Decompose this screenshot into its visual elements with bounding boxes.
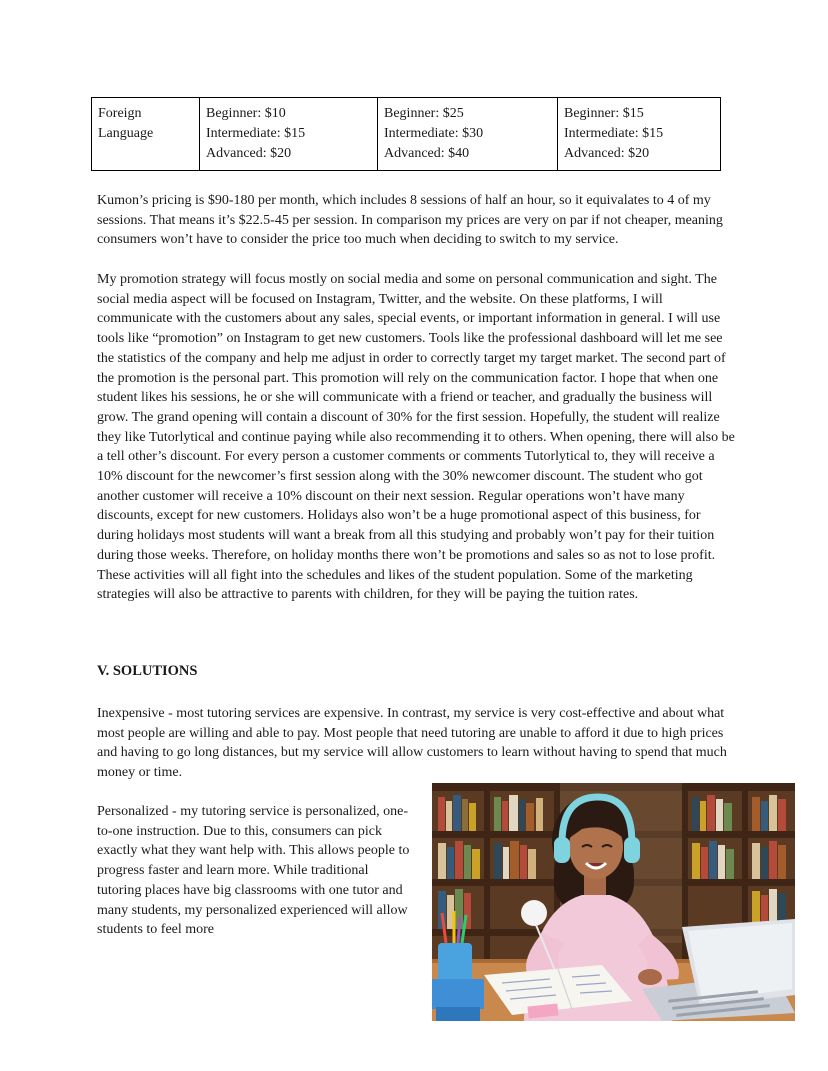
student-illustration bbox=[432, 783, 795, 1021]
personalized-paragraph: Personalized - my tutoring service is personalized, one-to-one instruction. Due to this, consumers can pick exactly what they want help with. This allows people to progress faster and learn more. While traditional tutoring places have big classrooms with one tutor and many students, my personalized experienced will allow students to feel more bbox=[97, 804, 410, 938]
cell-text: Intermediate: $30 bbox=[384, 126, 484, 141]
cell-text: Advanced: $20 bbox=[564, 146, 650, 161]
table-row bbox=[92, 98, 721, 171]
table-cell-price bbox=[378, 98, 558, 171]
cell-text: Beginner: $25 bbox=[384, 106, 464, 121]
table-cell-price bbox=[558, 98, 721, 171]
cell-text: Beginner: $10 bbox=[206, 106, 286, 121]
cell-text: Beginner: $15 bbox=[564, 106, 644, 121]
cell-text: Intermediate: $15 bbox=[564, 126, 664, 141]
cell-text: Advanced: $40 bbox=[384, 146, 470, 161]
cell-text: Intermediate: $15 bbox=[206, 126, 306, 141]
inexpensive-paragraph: Inexpensive - most tutoring services are expensive. In contrast, my service is very cost-effective and about what most people are willing and able to pay. Most people that need tutoring are unable to afford it due to high prices and having to go long distances, but my service will allow customers to learn without having to spend that much money or time. bbox=[97, 706, 727, 781]
pricing-table bbox=[91, 97, 721, 171]
student-laptop-photo bbox=[432, 783, 795, 1021]
table-cell-price bbox=[200, 98, 378, 171]
kumon-pricing-paragraph: Kumon’s pricing is $90-180 per month, which includes 8 sessions of half an hour, so it equivalates to 4 of my sessions. That means it’s $22.5-45 per session. In comparison my prices are very on par if not cheaper, meaning consumers won’t have to consider the price too much when deciding to switch to my service. bbox=[97, 193, 723, 248]
solutions-heading: V. SOLUTIONS bbox=[97, 663, 198, 679]
promotion-strategy-paragraph: My promotion strategy will focus mostly on social media and some on personal communication and sight. The social media aspect will be focused on Instagram, Twitter, and the website. On these platforms, I will communicate with the customers about any sales, special events, or important information in general. I will use tools like “promotion” on Instagram to get new customers. Tools like the professional dashboard will let me see the statistics of the company and help me adjust in order to correctly target my target market. The second part of the promotion is the personal part. This promotion will rely on the communication factor. I hope that when one student likes his sessions, he or she will communicate with a friend or teacher, and gradually the business will grow. The grand opening will contain a discount of 30% for the first session. Hopefully, the student will realize they like Tutorlytical and continue paying while also recommending it to others. When opening, there will also be a tell other’s discount. For every person a customer comments or comments Tutorlytical to, they will receive a 10% discount for the newcomer’s first session along with the 30% newcomer discount. The student who got another customer will receive a 10% discount on their next session. Regular operations won’t have many discounts, except for new customers. Holidays also won’t be a huge promotional aspect of this business, for during holidays most students will want a break from all this studying and probably won’t pay for their tuition during those weeks. Therefore, on holiday months there won’t be promotions and sales so as not to lose profit. These activities will all fight into the schedules and likes of the student population. Some of the marketing strategies will also be attractive to parents with children, for they will be paying the tuition rates. bbox=[97, 272, 735, 603]
cell-text: Advanced: $20 bbox=[206, 146, 292, 161]
table-cell-subject bbox=[92, 98, 200, 171]
cell-text: Language bbox=[98, 126, 154, 141]
cell-text: Foreign bbox=[98, 106, 142, 121]
